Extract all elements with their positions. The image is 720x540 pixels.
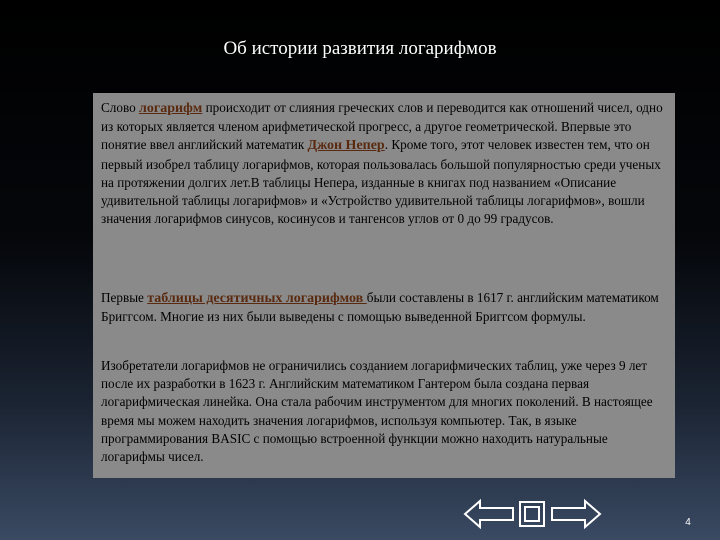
content-panel: [93, 93, 675, 478]
p1-text-2: происходит от слияния греческих слов и переводится как отношений чисел, одно из которых является членом арифметической прогресс, а другое геометрической. Впервые это понятие ввел английский математик: [101, 100, 663, 153]
arrow-right-icon: [552, 501, 600, 527]
term-link-logarithm[interactable]: логарифм: [139, 101, 203, 116]
p2-text-2: были составлены в 1617 г. английским математиком Бриггсом. Многие из них были выведены с помощью выведенной Бриггсом формулы.: [101, 290, 659, 325]
home-square-icon: [520, 502, 544, 526]
home-button[interactable]: [517, 498, 547, 530]
back-button[interactable]: [463, 498, 515, 530]
next-button[interactable]: [550, 498, 602, 530]
arrow-left-icon: [465, 501, 513, 527]
paragraph-3: Изобретатели логарифмов не ограничились созданием логарифмических таблиц, уже через 9 лет после их разработки в 1623 г. Английским математиком Гантером была создана первая логарифмическая линейка. Она стала рабочим инструментом для многих поколений. В настоящее время мы можем находить значения логарифмов, используя компьютер. Так, в языке программирования BASIC с помощью встроенной функции можно находить натуральные логарифмы чисел.: [101, 358, 653, 465]
p2-text-1: Первые: [101, 290, 148, 305]
paragraph-2: [101, 289, 671, 326]
p1-text-3: . Кроме того, этот человек известен тем, что он первый изобрел таблицу логарифмов, которая пользовалась большой популярностью среди ученых на протяжении долгих лет.В таблицы Непера, изданные в книгах под названием «Описание удивительной таблицы логарифмов» и «Устройство удивительной таблицы логарифмов», вошли значения логарифмов синусов, косинусов и тангенсов углов от 0 до 99 градусов.: [101, 137, 661, 227]
p1-text-1: Слово: [101, 100, 139, 115]
slide-title: Об истории развития логарифмов: [223, 38, 497, 59]
term-link-decimal-log-tables[interactable]: таблицы десятичных логарифмов: [147, 291, 367, 306]
paragraph-1: [101, 99, 671, 228]
page-number: 4: [685, 517, 691, 528]
term-link-john-napier[interactable]: Джон Непер: [307, 138, 385, 154]
